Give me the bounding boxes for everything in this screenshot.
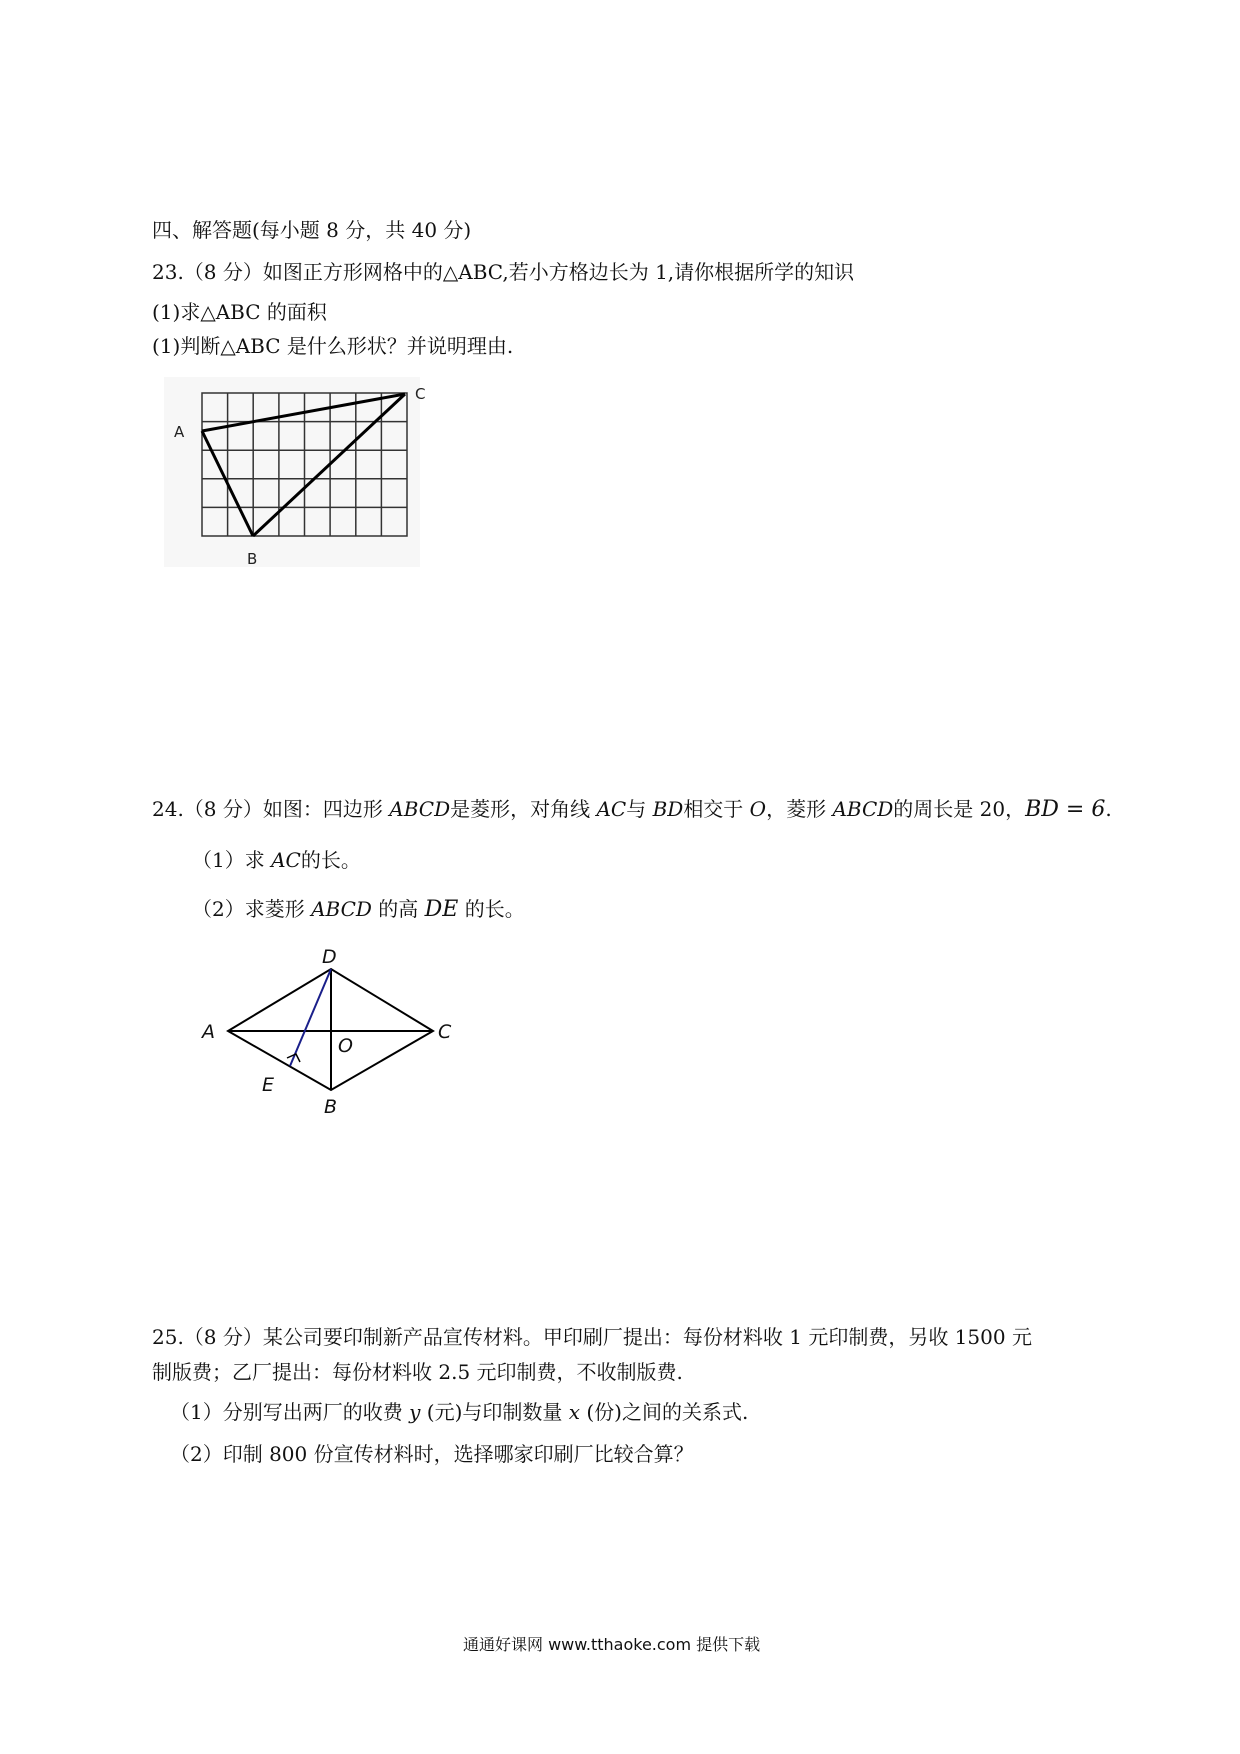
vertex-label-a: A	[202, 1021, 215, 1043]
q25-line1: 25.（8 分）某公司要印制新产品宣传材料。甲印刷厂提出：每份材料收 1 元印制费，另收 1500 元	[152, 1325, 1032, 1349]
q24-stem-mid1: 是菱形，对角线	[450, 797, 597, 821]
q24-ac: AC	[596, 797, 627, 821]
q24-part1-suffix: 的长。	[300, 848, 361, 872]
q24-bd-equation: BD = 6	[1025, 797, 1106, 822]
q24-part2	[192, 897, 525, 922]
q25-part1	[170, 1400, 748, 1424]
q24-part1-prefix: （1）求	[192, 848, 272, 872]
page-footer: 通通好课网 www.tthaoke.com 提供下载	[463, 1635, 761, 1654]
q25-part1-suffix: (份)之间的关系式.	[580, 1400, 749, 1424]
vertex-label-a: A	[174, 423, 185, 441]
q23-grid-figure	[160, 375, 450, 575]
q25-part1-mid: (元)与印制数量	[420, 1400, 569, 1424]
vertex-label-d: D	[322, 946, 337, 968]
height-de	[290, 969, 331, 1066]
q24-stem-mid2: 与	[626, 797, 653, 821]
vertex-label-c: C	[415, 385, 426, 403]
q24-stem-prefix: 24.（8 分）如图：四边形	[152, 797, 390, 821]
foot-label-e: E	[262, 1074, 275, 1096]
q24-stem-mid4: ，菱形	[766, 797, 833, 821]
rhombus-abcd	[228, 969, 433, 1090]
q24-part2-prefix: （2）求菱形	[192, 897, 312, 921]
q25-line2: 制版费；乙厂提出：每份材料收 2.5 元印制费，不收制版费.	[152, 1360, 683, 1384]
vertex-label-c: C	[438, 1021, 452, 1043]
q25-var-x: x	[568, 1400, 581, 1424]
q24-abcd-2: ABCD	[832, 797, 894, 821]
q24-stem-mid5: 的周长是 20，	[893, 797, 1026, 821]
vertex-label-b: B	[324, 1096, 338, 1118]
q24-part2-suffix: 的长。	[458, 897, 525, 921]
q24-stem	[152, 797, 1112, 822]
center-label-o: O	[338, 1035, 353, 1057]
q24-stem-mid3: 相交于	[683, 797, 750, 821]
q24-part1-ac: AC	[271, 848, 301, 872]
q25-part2: （2）印制 800 份宣传材料时，选择哪家印刷厂比较合算？	[170, 1442, 694, 1466]
q24-part1	[192, 848, 361, 872]
q24-o: O	[749, 797, 767, 821]
q24-bd: BD	[652, 797, 684, 821]
q23-part2: (1)判断△ABC 是什么形状？并说明理由.	[152, 334, 514, 358]
q23-stem: 23.（8 分）如图正方形网格中的△ABC,若小方格边长为 1,请你根据所学的知识	[152, 260, 855, 284]
q23-part1: (1)求△ABC 的面积	[152, 300, 327, 324]
vertex-label-b: B	[247, 550, 258, 568]
q24-part2-mid: 的高	[371, 897, 425, 921]
q24-part2-abcd: ABCD	[311, 897, 372, 921]
section-title: 四、解答题(每小题 8 分，共 40 分)	[152, 218, 472, 242]
q25-part1-prefix: （1）分别写出两厂的收费	[170, 1400, 410, 1424]
q24-rhombus-figure	[190, 945, 470, 1120]
q24-abcd: ABCD	[389, 797, 451, 821]
q25-var-y: y	[409, 1400, 421, 1424]
q24-part2-de: DE	[424, 897, 459, 922]
q24-stem-end: .	[1105, 797, 1112, 821]
